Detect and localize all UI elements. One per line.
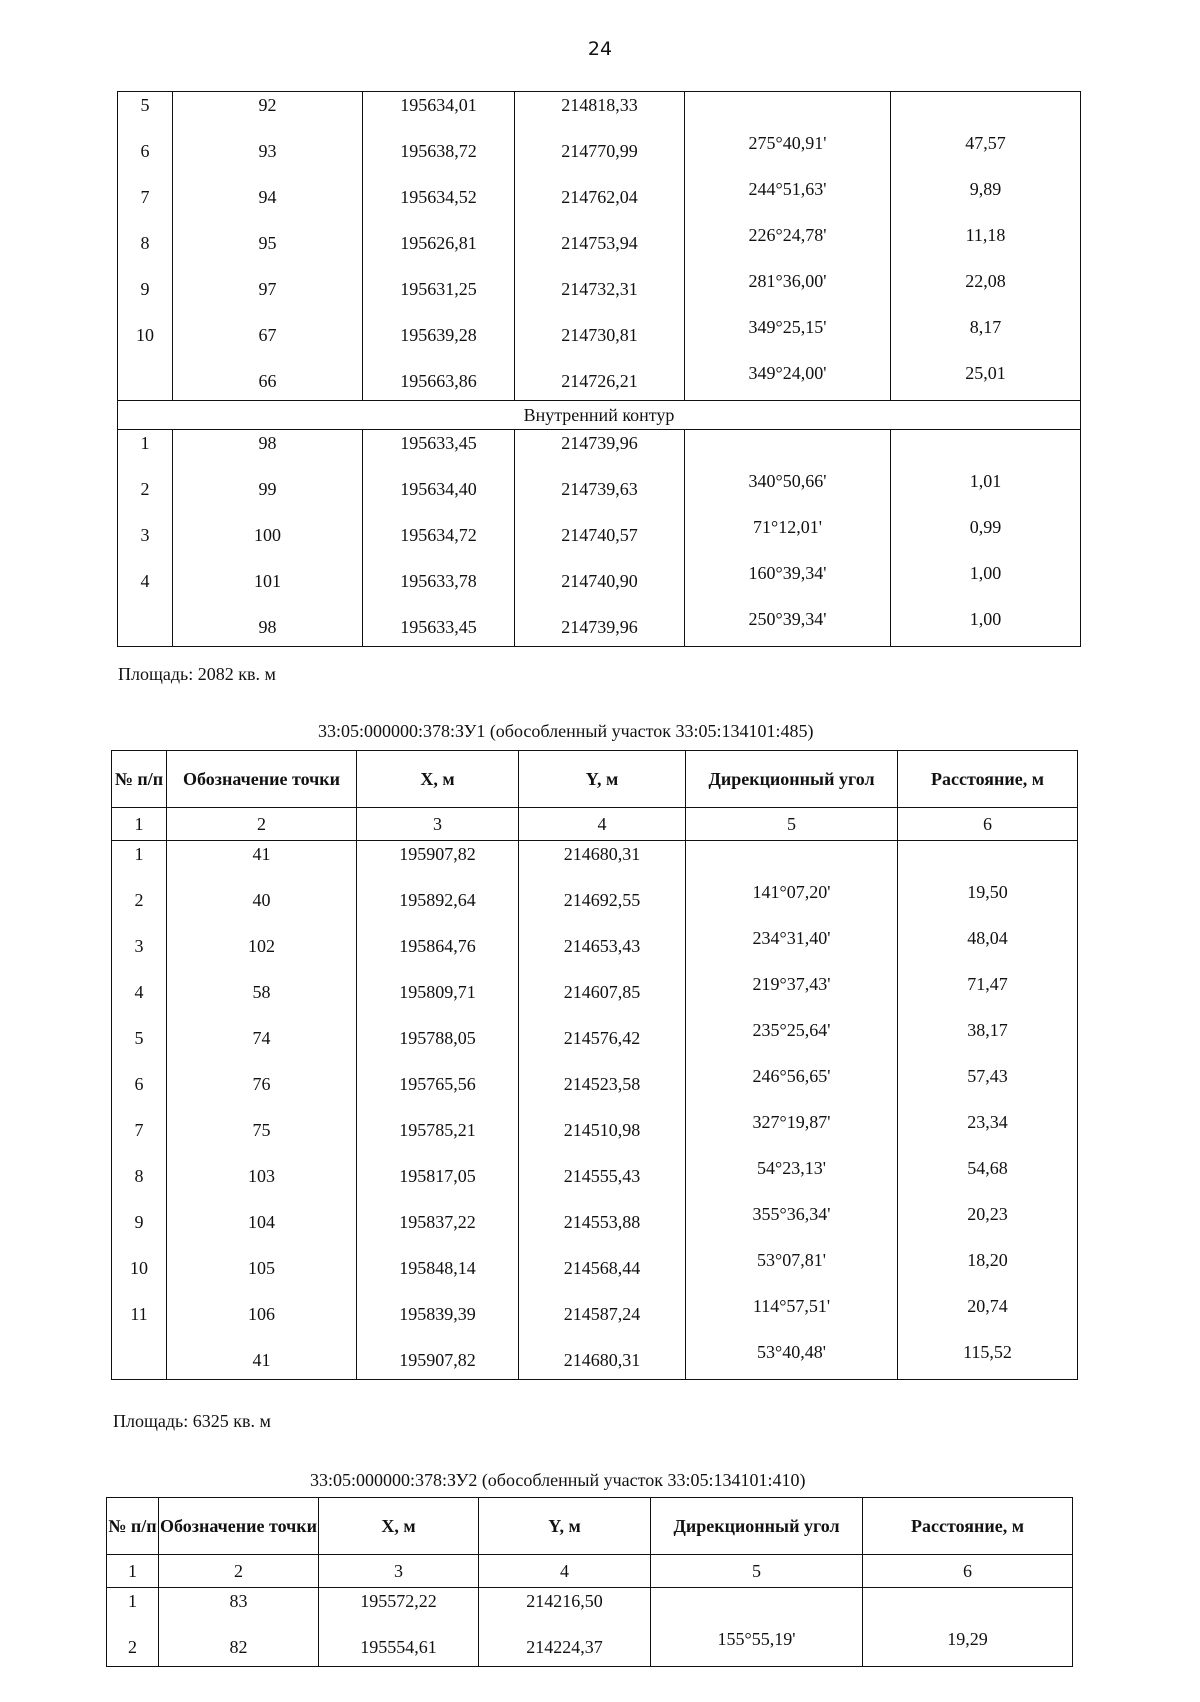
col-number: 6 xyxy=(863,1555,1073,1588)
coordinates-table-zu1 xyxy=(111,750,1078,1380)
col-number: 5 xyxy=(686,808,898,841)
segment-dist-value: 1,00 xyxy=(969,608,1002,629)
point-pt-value: 41 xyxy=(252,1350,271,1370)
col-number: 4 xyxy=(479,1555,651,1588)
segment-dist-value: 54,68 xyxy=(967,1157,1008,1178)
point-pt-value: 99 xyxy=(258,479,277,499)
point-pt-value: 100 xyxy=(254,525,281,545)
point-y-value: 214762,04 xyxy=(561,187,638,207)
segment-angle-value: 155°55,19' xyxy=(717,1628,796,1649)
point-x-value: 195809,71 xyxy=(399,982,476,1002)
col-number: 2 xyxy=(159,1555,319,1588)
segment-dist-value: 9,89 xyxy=(969,178,1002,199)
point-pt-value: 40 xyxy=(252,890,271,910)
segment-dist-value: 23,34 xyxy=(967,1111,1008,1132)
point-x-value: 195626,81 xyxy=(400,233,477,253)
segment-dist-value: 115,52 xyxy=(963,1341,1012,1362)
outer-distance-col xyxy=(891,92,1081,401)
point-x-value: 195788,05 xyxy=(399,1028,476,1048)
point-x-value: 195785,21 xyxy=(399,1120,476,1140)
header-y: Y, м xyxy=(479,1498,651,1555)
point-n-value: 7 xyxy=(140,187,150,207)
point-x-value: 195837,22 xyxy=(399,1212,476,1232)
segment-dist-value: 20,23 xyxy=(967,1203,1008,1224)
point-n-value: 8 xyxy=(134,1166,144,1186)
point-y-value: 214607,85 xyxy=(563,982,641,1002)
segment-angle-value: 250°39,34' xyxy=(748,608,827,629)
col-number: 3 xyxy=(319,1555,479,1588)
point-x-value: 195892,64 xyxy=(399,890,476,910)
point-y-value: 214818,33 xyxy=(561,95,638,115)
header-angle: Дирекционный угол xyxy=(686,751,898,808)
point-pt-value: 83 xyxy=(229,1591,248,1611)
point-pt-value: 101 xyxy=(254,571,281,591)
point-pt-value: 82 xyxy=(229,1637,248,1657)
point-n-value xyxy=(118,614,172,646)
point-y-value: 214739,96 xyxy=(561,433,638,453)
point-pt-value: 66 xyxy=(258,371,277,391)
zu2-angle-col xyxy=(651,1588,863,1667)
inner-angle-col xyxy=(685,430,891,647)
segment-angle-value: 244°51,63' xyxy=(748,178,827,199)
zu1-y-col xyxy=(519,841,686,1380)
point-y-value: 214653,43 xyxy=(563,936,641,956)
point-n-value: 5 xyxy=(134,1028,144,1048)
point-y-value: 214753,94 xyxy=(561,233,638,253)
point-x-value: 195864,76 xyxy=(399,936,476,956)
point-n-value xyxy=(118,368,172,400)
segment-dist-value: 48,04 xyxy=(967,927,1008,948)
segment-angle-value: 226°24,78' xyxy=(748,224,827,245)
segment-angle-value: 246°56,65' xyxy=(752,1065,831,1086)
segment-dist-value: 11,18 xyxy=(965,224,1006,245)
col-number: 5 xyxy=(651,1555,863,1588)
point-y-value: 214680,31 xyxy=(563,844,641,864)
point-n-value: 10 xyxy=(136,325,154,345)
area-total-2: Площадь: 6325 кв. м xyxy=(113,1411,271,1431)
coordinates-table-zu2 xyxy=(106,1497,1073,1667)
inner-n-col xyxy=(118,430,173,647)
segment-angle-value: 71°12,01' xyxy=(753,516,822,537)
zu1-n-col xyxy=(112,841,167,1380)
table-caption-zu2: 33:05:000000:378:ЗУ2 (обособленный участок 33:05:134101:410) xyxy=(310,1470,806,1490)
zu1-point-col xyxy=(167,841,357,1380)
segment-angle-value: 53°07,81' xyxy=(757,1249,826,1270)
point-n-value: 1 xyxy=(140,433,150,453)
point-y-value: 214740,57 xyxy=(561,525,638,545)
col-number: 3 xyxy=(357,808,519,841)
point-n-value: 9 xyxy=(134,1212,144,1232)
point-y-value: 214692,55 xyxy=(563,890,641,910)
segment-dist-value: 0,99 xyxy=(969,516,1002,537)
segment-angle-value: 234°31,40' xyxy=(752,927,831,948)
segment-dist-value: 20,74 xyxy=(967,1295,1008,1316)
point-y-value: 214224,37 xyxy=(526,1637,603,1657)
point-pt-value: 102 xyxy=(248,936,275,956)
point-y-value: 214739,63 xyxy=(561,479,638,499)
segment-angle-value: 219°37,43' xyxy=(752,973,831,994)
segment-dist-value: 22,08 xyxy=(965,270,1006,291)
point-x-value: 195765,56 xyxy=(399,1074,476,1094)
point-pt-value: 103 xyxy=(248,1166,275,1186)
segment-angle-value: 54°23,13' xyxy=(757,1157,826,1178)
segment-angle-value: 349°24,00' xyxy=(748,362,827,383)
point-y-value: 214726,21 xyxy=(561,371,638,391)
point-x-value: 195633,45 xyxy=(400,433,477,453)
segment-angle-value: 53°40,48' xyxy=(757,1341,826,1362)
outer-n-col xyxy=(118,92,173,401)
page-number: 24 xyxy=(587,38,613,60)
inner-point-col xyxy=(173,430,363,647)
point-pt-value: 74 xyxy=(252,1028,271,1048)
point-pt-value: 67 xyxy=(258,325,277,345)
point-pt-value: 94 xyxy=(258,187,277,207)
header-distance: Расстояние, м xyxy=(863,1498,1073,1555)
header-x: X, м xyxy=(319,1498,479,1555)
point-y-value: 214680,31 xyxy=(563,1350,641,1370)
point-y-value: 214576,42 xyxy=(563,1028,641,1048)
point-y-value: 214739,96 xyxy=(561,617,638,637)
header-n: № п/п xyxy=(107,1498,159,1555)
point-y-value: 214730,81 xyxy=(561,325,638,345)
point-n-value: 7 xyxy=(134,1120,144,1140)
segment-angle-value: 235°25,64' xyxy=(752,1019,831,1040)
point-pt-value: 98 xyxy=(258,617,277,637)
header-distance: Расстояние, м xyxy=(898,751,1078,808)
segment-dist-value: 19,50 xyxy=(967,881,1008,902)
col-number: 4 xyxy=(519,808,686,841)
point-n-value: 3 xyxy=(134,936,144,956)
point-x-value: 195634,40 xyxy=(400,479,477,499)
zu1-distance-col xyxy=(898,841,1078,1380)
zu2-point-col xyxy=(159,1588,319,1667)
header-n: № п/п xyxy=(112,751,167,808)
segment-dist-value: 38,17 xyxy=(967,1019,1008,1040)
segment-angle-value: 281°36,00' xyxy=(748,270,827,291)
point-y-value: 214510,98 xyxy=(563,1120,641,1140)
segment-angle-value: 141°07,20' xyxy=(752,881,831,902)
point-y-value: 214568,44 xyxy=(563,1258,641,1278)
point-pt-value: 98 xyxy=(258,433,277,453)
point-y-value: 214555,43 xyxy=(563,1166,641,1186)
table-caption-zu1: 33:05:000000:378:ЗУ1 (обособленный участок 33:05:134101:485) xyxy=(318,721,814,741)
zu1-angle-col xyxy=(686,841,898,1380)
inner-contour-label: Внутренний контур xyxy=(118,401,1081,430)
point-x-value: 195907,82 xyxy=(399,1350,476,1370)
point-n-value: 1 xyxy=(128,1591,137,1611)
point-x-value: 195572,22 xyxy=(360,1591,437,1611)
point-y-value: 214553,88 xyxy=(563,1212,641,1232)
point-x-value: 195633,78 xyxy=(400,571,477,591)
col-number: 1 xyxy=(107,1555,159,1588)
col-number: 1 xyxy=(112,808,167,841)
inner-distance-col xyxy=(891,430,1081,647)
point-x-value: 195634,01 xyxy=(400,95,477,115)
point-n-value: 8 xyxy=(140,233,150,253)
point-n-value: 2 xyxy=(134,890,144,910)
point-x-value: 195554,61 xyxy=(360,1637,437,1657)
segment-angle-value: 114°57,51' xyxy=(752,1295,831,1316)
point-n-value: 2 xyxy=(128,1637,137,1657)
point-x-value: 195631,25 xyxy=(400,279,477,299)
segment-angle-value: 160°39,34' xyxy=(748,562,827,583)
segment-angle-value: 275°40,91' xyxy=(748,132,827,153)
segment-dist-value: 1,00 xyxy=(969,562,1002,583)
header-x: X, м xyxy=(357,751,519,808)
point-pt-value: 95 xyxy=(258,233,277,253)
point-pt-value: 97 xyxy=(258,279,277,299)
point-y-value: 214740,90 xyxy=(561,571,638,591)
point-n-value: 2 xyxy=(140,479,150,499)
coordinates-table-continuation xyxy=(117,91,1081,647)
point-x-value: 195639,28 xyxy=(400,325,477,345)
point-x-value: 195848,14 xyxy=(399,1258,476,1278)
point-x-value: 195907,82 xyxy=(399,844,476,864)
point-x-value: 195638,72 xyxy=(400,141,477,161)
zu2-distance-col xyxy=(863,1588,1073,1667)
segment-dist-value: 71,47 xyxy=(967,973,1008,994)
point-pt-value: 41 xyxy=(252,844,271,864)
segment-dist-value: 57,43 xyxy=(967,1065,1008,1086)
header-angle: Дирекционный угол xyxy=(651,1498,863,1555)
segment-angle-value: 340°50,66' xyxy=(748,470,827,491)
inner-x-col xyxy=(363,430,515,647)
point-n-value: 11 xyxy=(130,1304,148,1324)
zu2-x-col xyxy=(319,1588,479,1667)
point-n-value: 5 xyxy=(140,95,150,115)
point-n-value: 6 xyxy=(140,141,150,161)
point-pt-value: 93 xyxy=(258,141,277,161)
area-total-1: Площадь: 2082 кв. м xyxy=(118,664,276,684)
segment-dist-value: 8,17 xyxy=(969,316,1002,337)
zu1-x-col xyxy=(357,841,519,1380)
point-n-value xyxy=(112,1347,166,1379)
point-y-value: 214523,58 xyxy=(563,1074,641,1094)
segment-angle-value: 355°36,34' xyxy=(752,1203,831,1224)
point-pt-value: 75 xyxy=(252,1120,271,1140)
point-n-value: 4 xyxy=(140,571,150,591)
segment-dist-value: 18,20 xyxy=(967,1249,1008,1270)
col-number: 2 xyxy=(167,808,357,841)
point-x-value: 195817,05 xyxy=(399,1166,476,1186)
point-pt-value: 92 xyxy=(258,95,277,115)
segment-dist-value: 1,01 xyxy=(969,470,1002,491)
segment-dist-value: 19,29 xyxy=(947,1628,988,1649)
point-n-value: 3 xyxy=(140,525,150,545)
header-point: Обозначение точки xyxy=(167,751,357,808)
outer-angle-col xyxy=(685,92,891,401)
col-number: 6 xyxy=(898,808,1078,841)
point-x-value: 195634,72 xyxy=(400,525,477,545)
point-n-value: 6 xyxy=(134,1074,144,1094)
segment-angle-value: 349°25,15' xyxy=(748,316,827,337)
segment-dist-value: 47,57 xyxy=(965,132,1006,153)
zu2-y-col xyxy=(479,1588,651,1667)
point-n-value: 1 xyxy=(134,844,144,864)
point-y-value: 214587,24 xyxy=(563,1304,641,1324)
point-x-value: 195839,39 xyxy=(399,1304,476,1324)
point-pt-value: 105 xyxy=(248,1258,275,1278)
outer-x-col xyxy=(363,92,515,401)
zu2-n-col xyxy=(107,1588,159,1667)
point-pt-value: 104 xyxy=(248,1212,275,1232)
point-x-value: 195663,86 xyxy=(400,371,477,391)
point-pt-value: 76 xyxy=(252,1074,271,1094)
point-n-value: 9 xyxy=(140,279,150,299)
segment-dist-value: 25,01 xyxy=(965,362,1006,383)
header-point: Обозначение точки xyxy=(159,1498,319,1555)
point-pt-value: 58 xyxy=(252,982,271,1002)
outer-point-col xyxy=(173,92,363,401)
point-x-value: 195634,52 xyxy=(400,187,477,207)
segment-angle-value: 327°19,87' xyxy=(752,1111,831,1132)
point-n-value: 10 xyxy=(130,1258,148,1278)
outer-y-col xyxy=(515,92,685,401)
point-x-value: 195633,45 xyxy=(400,617,477,637)
point-y-value: 214770,99 xyxy=(561,141,638,161)
point-pt-value: 106 xyxy=(248,1304,275,1324)
inner-y-col xyxy=(515,430,685,647)
header-y: Y, м xyxy=(519,751,686,808)
point-y-value: 214216,50 xyxy=(526,1591,603,1611)
point-y-value: 214732,31 xyxy=(561,279,638,299)
point-n-value: 4 xyxy=(134,982,144,1002)
